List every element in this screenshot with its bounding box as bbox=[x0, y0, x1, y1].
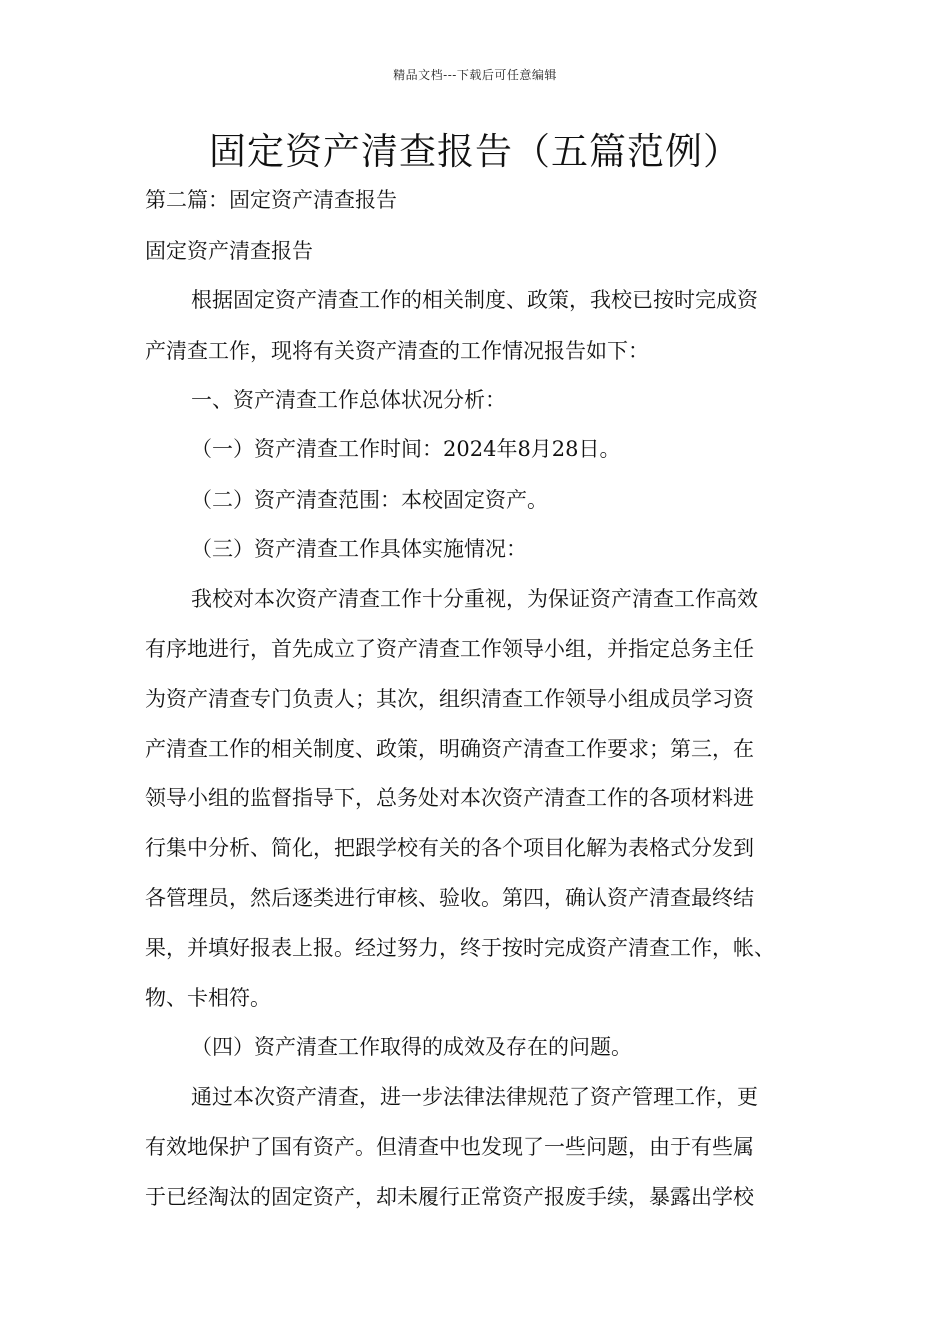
paragraph-line: 产清查工作的相关制度、政策，明确资产清查工作要求；第三，在 bbox=[145, 737, 754, 761]
section-heading: 第二篇：固定资产清查报告 bbox=[145, 188, 397, 212]
paragraph-line: 根据固定资产清查工作的相关制度、政策，我校已按时完成资 bbox=[191, 288, 758, 312]
paragraph-line: 果，并填好报表上报。经过努力，终于按时完成资产清查工作，帐、 bbox=[145, 936, 775, 960]
paragraph-line: 各管理员，然后逐类进行审核、验收。第四，确认资产清查最终结 bbox=[145, 886, 754, 910]
subheading: 固定资产清查报告 bbox=[145, 239, 313, 263]
paragraph-line: 我校对本次资产清查工作十分重视，为保证资产清查工作高效 bbox=[191, 587, 758, 611]
list-heading: 一、资产清查工作总体状况分析： bbox=[191, 388, 506, 412]
paragraph-line: 行集中分析、简化，把跟学校有关的各个项目化解为表格式分发到 bbox=[145, 836, 754, 860]
document-title: 固定资产清查报告（五篇范例） bbox=[209, 130, 741, 173]
paragraph-line: 物、卡相符。 bbox=[145, 986, 271, 1010]
paragraph-line: 为资产清查专门负责人；其次，组织清查工作领导小组成员学习资 bbox=[145, 687, 754, 711]
paragraph-line: 领导小组的监督指导下，总务处对本次资产清查工作的各项材料进 bbox=[145, 786, 754, 810]
paragraph-line: 于已经淘汰的固定资产，却未履行正常资产报废手续，暴露出学校 bbox=[145, 1185, 754, 1209]
header-note: 精品文档---下载后可任意编辑 bbox=[393, 68, 557, 82]
list-item: （四）资产清查工作取得的成效及存在的问题。 bbox=[191, 1035, 632, 1059]
paragraph-line: 通过本次资产清查，进一步法律法律规范了资产管理工作，更 bbox=[191, 1085, 758, 1109]
list-item: （一）资产清查工作时间：2024年8月28日。 bbox=[191, 437, 621, 461]
paragraph-line: 产清查工作，现将有关资产清查的工作情况报告如下： bbox=[145, 339, 649, 363]
list-item: （二）资产清查范围：本校固定资产。 bbox=[191, 488, 548, 512]
paragraph-line: 有效地保护了国有资产。但清查中也发现了一些问题，由于有些属 bbox=[145, 1135, 754, 1159]
paragraph-line: 有序地进行，首先成立了资产清查工作领导小组，并指定总务主任 bbox=[145, 637, 754, 661]
list-item: （三）资产清查工作具体实施情况： bbox=[191, 537, 527, 561]
